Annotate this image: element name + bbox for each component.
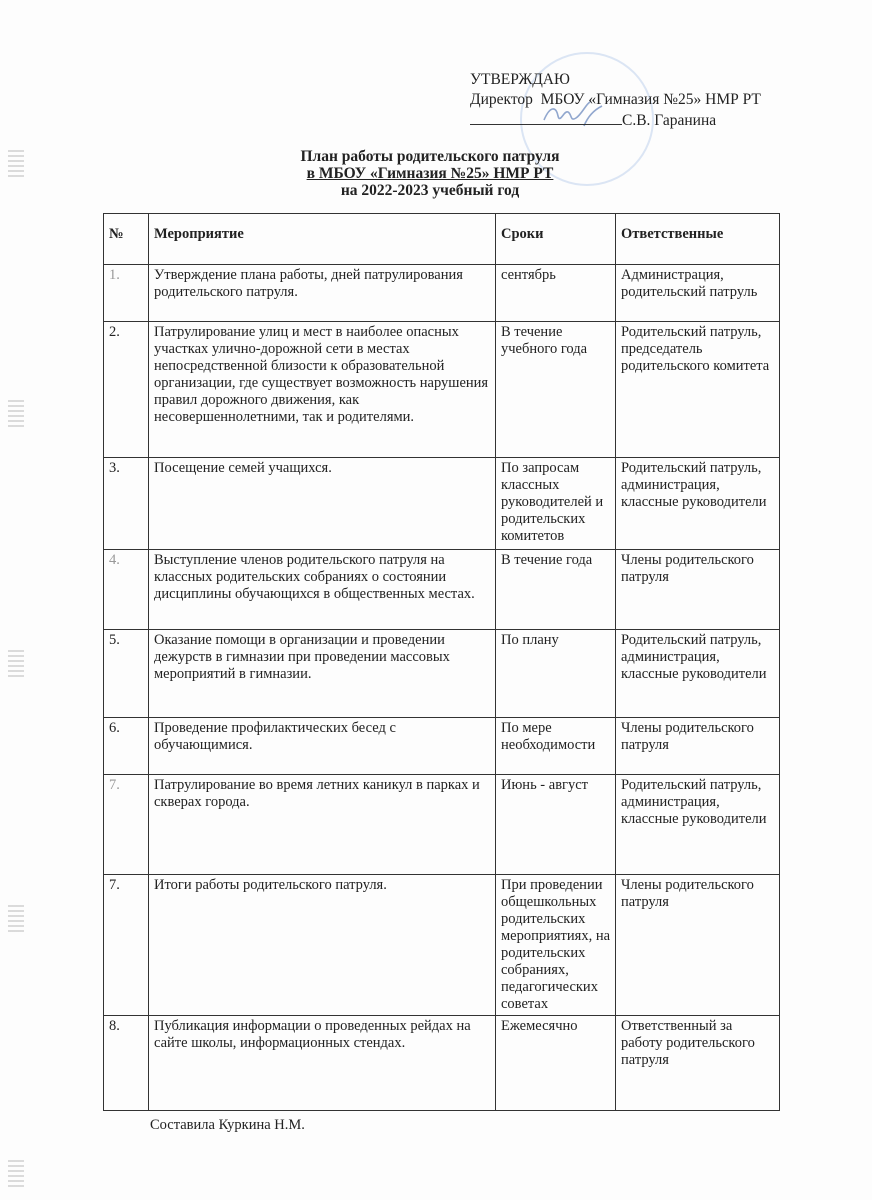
header-number: № (104, 214, 149, 265)
row-dates: По запросам классных руководителей и родительских комитетов (496, 458, 616, 550)
row-dates: Ежемесячно (496, 1016, 616, 1111)
row-event: Публикация информации о проведенных рейдах на сайте школы, информационных стендах. (149, 1016, 496, 1111)
compiled-by: Составила Куркина Н.М. (150, 1117, 305, 1133)
row-responsible: Родительский патруль, администрация, классные руководители (616, 775, 780, 875)
row-number: 1. (104, 265, 149, 322)
table-row (104, 265, 780, 322)
row-number: 5. (104, 630, 149, 718)
row-event: Выступление членов родительского патруля на классных родительских собраниях о состоянии дисциплины обучающихся в общественных местах. (149, 550, 496, 630)
row-dates: В течение года (496, 550, 616, 630)
row-event: Посещение семей учащихся. (149, 458, 496, 550)
row-dates: По мере необходимости (496, 718, 616, 775)
row-event: Патрулирование улиц и мест в наиболее опасных участках улично-дорожной сети в местах непосредственной близости к образовательной организации, где существует возможность нарушения правил дорожного движения, как несовершеннолетними, так и родителями. (149, 322, 496, 458)
approval-position: Директор МБОУ «Гимназия №25» НМР РТ (470, 91, 761, 108)
scan-artifact (8, 650, 24, 678)
row-event: Итоги работы родительского патруля. (149, 875, 496, 1016)
scan-artifact (8, 1160, 24, 1188)
document-title (250, 148, 610, 199)
signature-line (470, 110, 622, 125)
row-event: Утверждение плана работы, дней патрулирования родительского патруля. (149, 265, 496, 322)
table-header (104, 214, 780, 265)
row-responsible: Члены родительского патруля (616, 550, 780, 630)
row-responsible: Члены родительского патруля (616, 875, 780, 1016)
approval-name: С.В. Гаранина (622, 112, 717, 129)
row-dates: При проведении общешкольных родительских мероприятиях, на родительских собраниях, педагогических советах (496, 875, 616, 1016)
row-responsible: Ответственный за работу родительского патруля (616, 1016, 780, 1111)
row-number: 2. (104, 322, 149, 458)
row-responsible: Родительский патруль, председатель родительского комитета (616, 322, 780, 458)
scan-artifact (8, 150, 24, 178)
row-dates: По плану (496, 630, 616, 718)
row-event: Патрулирование во время летних каникул в парках и скверах города. (149, 775, 496, 875)
table-row (104, 1016, 780, 1111)
header-event: Мероприятие (149, 214, 496, 265)
row-event: Проведение профилактических бесед с обучающимися. (149, 718, 496, 775)
row-number: 8. (104, 1016, 149, 1111)
table-row (104, 630, 780, 718)
row-number: 4. (104, 550, 149, 630)
row-responsible: Члены родительского патруля (616, 718, 780, 775)
title-line-1: План работы родительского патруля (300, 148, 560, 165)
approval-block (470, 70, 761, 131)
row-number: 3. (104, 458, 149, 550)
table-row (104, 875, 780, 1016)
header-dates: Сроки (496, 214, 616, 265)
row-dates: В течение учебного года (496, 322, 616, 458)
table-row (104, 322, 780, 458)
table-row (104, 718, 780, 775)
row-dates: сентябрь (496, 265, 616, 322)
table-row (104, 550, 780, 630)
row-number: 6. (104, 718, 149, 775)
row-responsible: Администрация, родительский патруль (616, 265, 780, 322)
table-row (104, 775, 780, 875)
approval-word: УТВЕРЖДАЮ (470, 71, 570, 88)
title-line-2: в МБОУ «Гимназия №25» НМР РТ (306, 165, 554, 182)
title-line-3: на 2022-2023 учебный год (340, 182, 520, 199)
row-responsible: Родительский патруль, администрация, классные руководители (616, 458, 780, 550)
row-dates: Июнь - август (496, 775, 616, 875)
header-responsible: Ответственные (616, 214, 780, 265)
table-row (104, 458, 780, 550)
plan-table (103, 213, 780, 1111)
row-number: 7. (104, 875, 149, 1016)
scan-artifact (8, 905, 24, 933)
row-number: 7. (104, 775, 149, 875)
row-event: Оказание помощи в организации и проведении дежурств в гимназии при проведении массовых мероприятий в гимназии. (149, 630, 496, 718)
row-responsible: Родительский патруль, администрация, классные руководители (616, 630, 780, 718)
scan-artifact (8, 400, 24, 428)
